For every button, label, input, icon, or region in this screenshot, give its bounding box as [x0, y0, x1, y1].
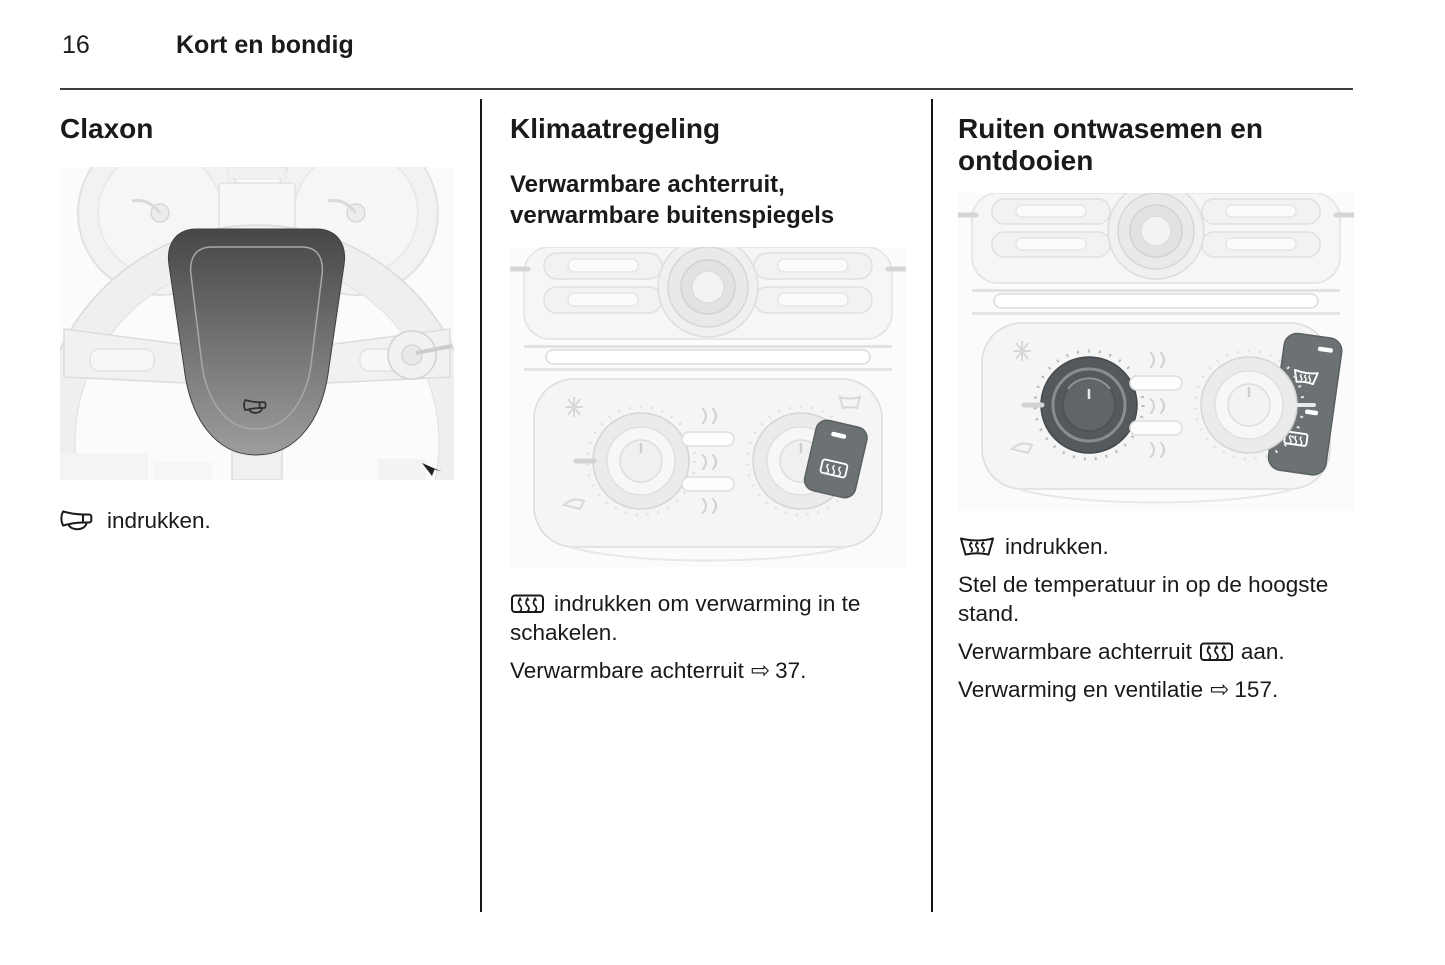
ruiten-paragraph-4-text: Verwarming en ventilatie — [958, 677, 1204, 702]
ruiten-paragraph-3-text: Verwarmbare achterruit — [958, 639, 1192, 664]
steering-wheel-image — [60, 167, 454, 480]
heated-rear-window-icon — [510, 592, 545, 615]
ruiten-paragraph-2: Stel de temperatuur in op de hoogste stand. — [958, 572, 1329, 626]
page-number: 16 — [62, 31, 90, 59]
ruiten-paragraph-1-text: indrukken. — [1005, 534, 1109, 559]
claxon-heading: Claxon — [60, 113, 154, 144]
horn-icon — [60, 510, 98, 532]
ruiten-paragraph-4 — [958, 675, 1358, 704]
claxon-caption-text: indrukken. — [107, 508, 211, 533]
klimaat-reference-page: 37. — [775, 658, 807, 683]
chapter-title: Kort en bondig — [176, 31, 354, 59]
column-claxon — [60, 113, 454, 535]
klimaat-paragraph-2 — [510, 656, 908, 685]
defrost-windscreen-icon — [958, 535, 996, 558]
steering-wheel-illustration — [60, 167, 454, 480]
klimaat-paragraph-1 — [510, 589, 908, 647]
column-divider-2 — [931, 99, 933, 912]
column-divider-1 — [480, 99, 482, 912]
reference-arrow-icon: ⇨ — [750, 657, 771, 683]
klimaat-subheading: Verwarmbare achterruit, verwarmbare buitenspiegels — [510, 171, 835, 229]
heated-rear-window-icon — [1199, 640, 1234, 663]
climate-control-panel-illustration — [510, 247, 908, 567]
ruiten-reference-page: 157. — [1234, 677, 1279, 702]
ruiten-paragraph-1 — [958, 532, 1358, 561]
defrost-controls-illustration — [958, 193, 1358, 510]
claxon-caption — [60, 506, 454, 535]
klimaat-paragraph-1-text: indrukken om verwarming in te schakelen. — [510, 591, 861, 645]
ruiten-paragraph-3-suffix: aan. — [1240, 639, 1285, 664]
climate-control-panel-image — [510, 247, 906, 567]
klimaat-heading: Klimaatregeling — [510, 113, 721, 144]
ruiten-heading: Ruiten ontwasemen en ontdooien — [958, 113, 1263, 176]
defrost-controls-image — [958, 193, 1354, 510]
reference-arrow-icon: ⇨ — [1210, 676, 1230, 702]
header-rule — [60, 88, 1353, 90]
klimaat-paragraph-2-text: Verwarmbare achterruit — [510, 658, 744, 683]
ruiten-paragraph-3 — [958, 637, 1358, 666]
column-ruiten — [958, 113, 1358, 704]
column-klimaatregeling — [510, 113, 908, 685]
